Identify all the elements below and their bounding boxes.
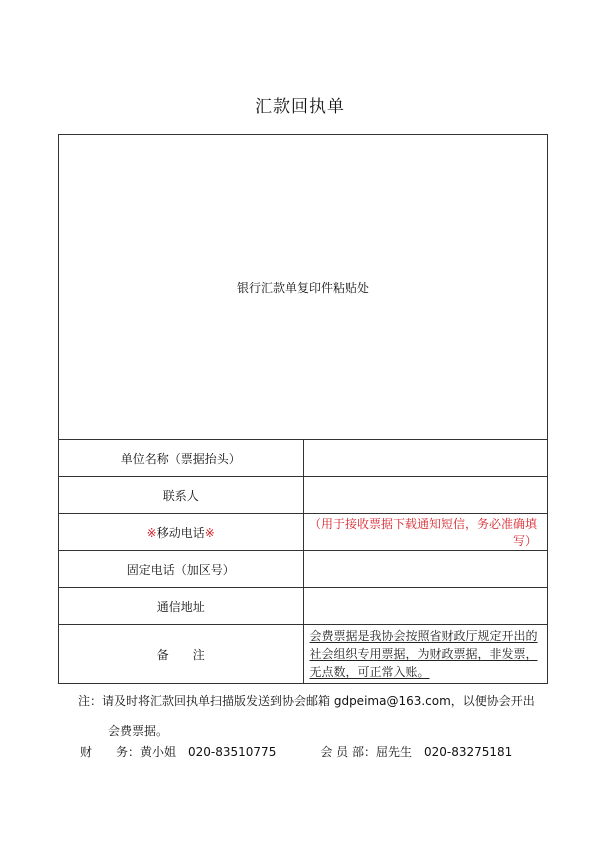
paste-area (59, 135, 548, 440)
note-text-1: 请及时将汇款回执单扫描版发送到协会邮箱 gdpeima@163.com，以便协会开出 (102, 694, 535, 708)
finance-contact: 黄小姐 020-83510775 (140, 745, 277, 759)
footer-note (78, 686, 548, 746)
note-text-2: 会费票据。 (108, 724, 169, 738)
mobile-phone-label-text: 移动电话 (156, 525, 205, 540)
mailing-address-field[interactable] (303, 588, 548, 625)
form-row-remarks (59, 625, 548, 684)
finance-label: 财 务： (80, 745, 141, 759)
landline-phone-label: 固定电话（加区号） (59, 551, 304, 588)
required-mark-icon: ※ (146, 525, 157, 540)
contact-person-label: 联系人 (59, 477, 304, 514)
contact-info (80, 743, 560, 760)
contact-person-field[interactable] (303, 477, 548, 514)
member-dept-label: 会 员 部： (320, 745, 376, 759)
remarks-label: 备 注 (59, 625, 304, 684)
company-name-label: 单位名称（票据抬头） (59, 440, 304, 477)
paste-area-label: 银行汇款单复印件粘贴处 (236, 280, 369, 295)
mobile-phone-hint: （用于接收票据下载通知短信，务必准确填写） (308, 517, 537, 548)
mailing-address-label: 通信地址 (59, 588, 304, 625)
form-row-address (59, 588, 548, 625)
form-row-company (59, 440, 548, 477)
remittance-form-table (58, 134, 548, 684)
mobile-phone-label (59, 514, 304, 551)
landline-phone-field[interactable] (303, 551, 548, 588)
note-line-1 (78, 686, 548, 716)
required-mark-icon: ※ (204, 525, 215, 540)
mobile-phone-field[interactable] (303, 514, 548, 551)
note-label: 注： (78, 694, 103, 708)
remarks-text: 会费票据是我协会按照省财政厅规定开出的社会组织专用票据，为财政票据，非发票，无点数，可正常入账。 (303, 625, 548, 684)
form-row-mobile (59, 514, 548, 551)
company-name-field[interactable] (303, 440, 548, 477)
form-row-contact (59, 477, 548, 514)
form-row-landline (59, 551, 548, 588)
document-title: 汇款回执单 (255, 97, 345, 117)
member-dept-contact: 屈先生 020-83275181 (375, 745, 513, 759)
